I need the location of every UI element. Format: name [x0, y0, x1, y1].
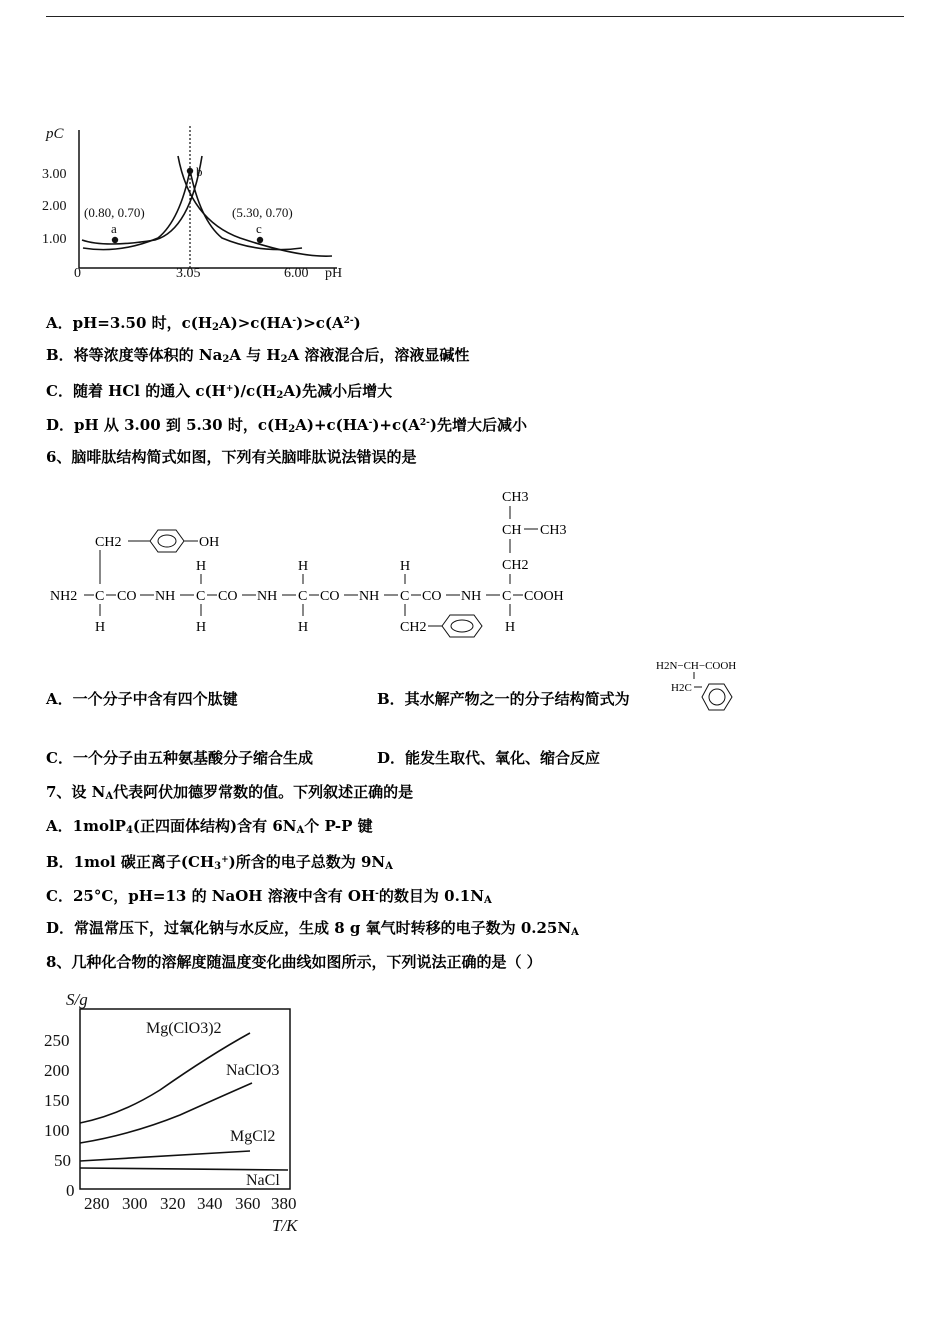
x-axis-label: pH: [325, 266, 343, 281]
q6-option-d: D．能发生取代、氧化、缩合反应: [377, 749, 601, 767]
svg-text:COOH: COOH: [524, 589, 564, 604]
header-rule: [46, 16, 904, 17]
q7-option-b: B．1mol 碳正离子$(CH_3^+)$所含的电子总数为 $9N_A$: [46, 853, 393, 872]
label-nacl: NaCl: [246, 1172, 280, 1189]
y-tick-3: 3.00: [42, 167, 67, 182]
q8-solubility-chart: [40, 985, 320, 1239]
series-mgclo3-2: [80, 1033, 250, 1123]
q7-option-d: D．常温常压下，过氧化钠与水反应，生成 8 g 氧气时转移的电子数为 $0.25N_A$: [46, 919, 579, 938]
x-tick-305: 3.05: [176, 266, 201, 281]
y-tick-200: 200: [44, 1061, 70, 1080]
point-c-label: c: [256, 221, 262, 236]
y-tick-0: 0: [66, 1181, 75, 1200]
y-tick-1: 1.00: [42, 232, 67, 247]
series-naclo3: [80, 1083, 252, 1143]
x-axis-label: T/K: [272, 1216, 298, 1235]
svg-text:C: C: [196, 589, 206, 604]
x-tick-380: 380: [271, 1194, 297, 1213]
svg-text:H: H: [400, 559, 411, 574]
svg-text:NH2: NH2: [50, 589, 78, 604]
curve-h2a: [82, 156, 202, 244]
y-tick-250: 250: [44, 1031, 70, 1050]
x-tick-280: 280: [84, 1194, 110, 1213]
svg-text:H: H: [298, 620, 309, 635]
q6-option-a: A．一个分子中含有四个肽键: [46, 690, 238, 708]
q7-stem: 7、设 $N_A$代表阿伏加德罗常数的值。下列叙述正确的是: [46, 783, 414, 802]
q5-option-c: C．随着 HCl 的通入 $c(H^+)/c(H_2A)$先减小后增大: [46, 382, 393, 401]
x-tick-0: 0: [74, 266, 81, 281]
series-mgcl2: [80, 1151, 250, 1161]
y-tick-150: 150: [44, 1091, 70, 1110]
q6-option-b: B．其水解产物之一的分子结构简式为: [377, 690, 630, 708]
svg-text:H: H: [196, 559, 207, 574]
svg-text:CO: CO: [422, 589, 442, 604]
svg-text:H: H: [298, 559, 309, 574]
label-mgcl2: MgCl2: [230, 1128, 276, 1145]
svg-text:CO: CO: [117, 589, 137, 604]
svg-text:CH3: CH3: [502, 490, 529, 505]
q7-option-c: C．25°C，pH=13 的 NaOH 溶液中含有 OH-的数目为 $0.1N_A$: [46, 887, 492, 906]
x-tick-6: 6.00: [284, 266, 309, 281]
q8-stem: 8、几种化合物的溶解度随温度变化曲线如图所示，下列说法正确的是（ ）: [46, 953, 542, 971]
q6-stem: 6、脑啡肽结构简式如图，下列有关脑啡肽说法错误的是: [46, 448, 417, 466]
x-tick-320: 320: [160, 1194, 186, 1213]
y-axis-label: S/g: [66, 990, 88, 1009]
point-a: [112, 237, 118, 243]
svg-text:CH2: CH2: [400, 620, 427, 635]
y-tick-100: 100: [44, 1121, 70, 1140]
q6-option-c: C．一个分子由五种氨基酸分子缩合生成: [46, 749, 313, 767]
svg-text:CH3: CH3: [540, 523, 567, 538]
svg-text:CO: CO: [218, 589, 238, 604]
point-b: [187, 168, 193, 174]
x-tick-300: 300: [122, 1194, 148, 1213]
svg-text:C: C: [400, 589, 410, 604]
x-tick-340: 340: [197, 1194, 223, 1213]
point-a-label: a: [111, 221, 117, 236]
svg-text:H2N−CH−COOH: H2N−CH−COOH: [656, 660, 737, 672]
q5-option-b: B．将等浓度等体积的 $Na_2A$ 与 $H_2A$ 溶液混合后，溶液显碱性: [46, 346, 470, 365]
svg-text:C: C: [502, 589, 512, 604]
svg-text:CH: CH: [502, 523, 522, 538]
annotation-c: (5.30, 0.70): [232, 205, 293, 220]
annotation-a: (0.80, 0.70): [84, 205, 145, 220]
y-axis-label: pC: [46, 126, 64, 142]
y-tick-2: 2.00: [42, 199, 67, 214]
svg-text:NH: NH: [359, 589, 380, 604]
phenylalanine-structure: [656, 657, 756, 721]
svg-text:CO: CO: [320, 589, 340, 604]
y-tick-50: 50: [54, 1151, 71, 1170]
svg-text:NH: NH: [155, 589, 176, 604]
point-c: [257, 237, 263, 243]
svg-text:H: H: [95, 620, 106, 635]
svg-text:H: H: [505, 620, 516, 635]
q5-pc-ph-chart: [40, 120, 360, 294]
point-b-label: b: [196, 164, 203, 179]
svg-text:C: C: [298, 589, 308, 604]
svg-text:CH2: CH2: [95, 535, 122, 550]
svg-text:CH2: CH2: [502, 558, 529, 573]
label-mgclo3-2: Mg(ClO3)2: [146, 1020, 222, 1037]
q7-option-a: A．1molP$_4$(正四面体结构)含有 $6N_A$个 P-P 键: [46, 817, 373, 836]
svg-text:NH: NH: [461, 589, 482, 604]
svg-text:C: C: [95, 589, 105, 604]
enkephalin-structure: [50, 482, 590, 646]
q5-option-a: A．pH=3.50 时，$c(H_2A)>c(HA^-)>c(A^{2-})$: [46, 314, 361, 333]
label-naclo3: NaClO3: [226, 1062, 280, 1079]
svg-text:H: H: [196, 620, 207, 635]
svg-text:OH: OH: [199, 535, 220, 550]
series-nacl: [80, 1168, 288, 1170]
q5-option-d: D．pH 从 3.00 到 5.30 时，$c(H_2A)+c(HA^-)+c(A^{2-})$先增大后减小: [46, 416, 527, 435]
svg-text:NH: NH: [257, 589, 278, 604]
x-tick-360: 360: [235, 1194, 261, 1213]
svg-text:H2C: H2C: [671, 682, 692, 694]
